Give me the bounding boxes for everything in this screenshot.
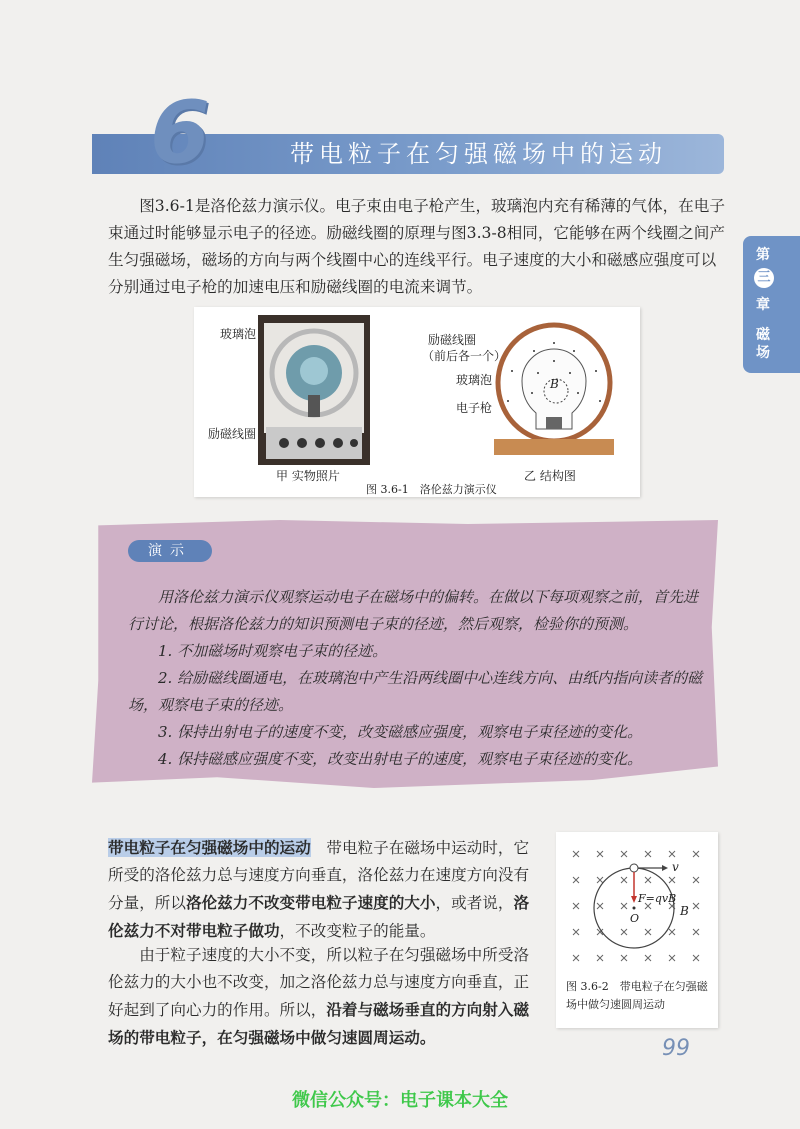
motion-paragraph-1 xyxy=(108,834,532,945)
field-x-mark xyxy=(645,929,651,935)
tab-chapter-number: 三 xyxy=(754,268,774,288)
section-number: 6 xyxy=(150,83,208,183)
motion-heading: 带电粒子在匀强磁场中的运动 xyxy=(108,838,311,857)
motion-p1-c: ，或者说， xyxy=(435,894,514,912)
motion-p2-a: 由于粒子速度的大小不变，所以粒子在匀强磁场中所受洛伦兹力的大小也不改变，加之洛伦兹力总与速度方向垂直，正好起到了向心力的作用。所以， xyxy=(108,946,530,1019)
subcaption-b: 乙 结构图 xyxy=(524,469,576,483)
figure-1-caption: 图 3.6-1 洛伦兹力演示仪 xyxy=(366,483,497,496)
field-x-mark xyxy=(573,877,579,883)
motion-paragraph-2 xyxy=(108,942,532,1052)
field-x-mark xyxy=(621,903,627,909)
tab-topic-2: 场 xyxy=(756,345,770,361)
field-x-mark xyxy=(669,851,675,857)
field-x-mark xyxy=(597,903,603,909)
label-bulb: 玻璃泡 xyxy=(220,327,257,341)
label-gun: 电子枪 xyxy=(456,401,493,415)
demo-item-1: 1. 不加磁场时观察电子束的径迹。 xyxy=(158,642,388,660)
field-x-mark xyxy=(621,851,627,857)
field-x-mark xyxy=(621,929,627,935)
field-x-mark xyxy=(621,877,627,883)
figure-3-6-1 xyxy=(194,307,640,497)
label-bulb-2: 玻璃泡 xyxy=(456,373,493,387)
field-x-mark xyxy=(621,955,627,961)
motion-p2-bold: 沿着与磁场垂直的方向射入磁场的带电粒子，在匀强磁场中做匀速圆周运动。 xyxy=(108,1000,530,1047)
field-x-mark xyxy=(645,955,651,961)
field-x-mark xyxy=(693,955,699,961)
demo-intro: 用洛伦兹力演示仪观察运动电子在磁场中的偏转。在做以下每项观察之前，首先进行讨论，根据洛伦兹力的知识预测电子束的径迹，然后观察，检验你的预测。 xyxy=(128,588,699,633)
label-O: O xyxy=(630,912,640,925)
tab-zhang: 章 xyxy=(756,297,770,313)
subcaption-a: 甲 实物照片 xyxy=(276,469,340,483)
demo-tag: 演示 xyxy=(128,540,212,562)
tab-topic-1: 磁 xyxy=(756,327,770,343)
page-number: 99 xyxy=(662,1036,690,1061)
motion-p1-bold-1: 洛伦兹力不改变带电粒子速度的大小 xyxy=(185,893,436,912)
field-x-mark xyxy=(669,929,675,935)
field-x-mark xyxy=(573,851,579,857)
label-coil-2: 励磁线圈 xyxy=(428,333,477,347)
field-x-mark xyxy=(645,851,651,857)
field-x-mark xyxy=(597,851,603,857)
section-title: 带电粒子在匀强磁场中的运动 xyxy=(290,140,667,168)
field-x-mark xyxy=(693,903,699,909)
chapter-side-tab xyxy=(743,236,800,373)
footer-watermark: 微信公众号：电子课本大全 xyxy=(292,1090,508,1111)
label-B-2: B xyxy=(680,904,689,918)
motion-p1-e: ，不改变粒子的能量。 xyxy=(279,922,436,940)
field-x-mark xyxy=(693,929,699,935)
field-x-mark xyxy=(669,877,675,883)
field-x-mark xyxy=(693,877,699,883)
field-x-mark xyxy=(597,877,603,883)
motion-p1-bold-2: 洛伦兹力不对带电粒子做功 xyxy=(108,893,530,940)
demo-item-3: 3. 保持出射电子的速度不变，改变磁感应强度，观察电子束径迹的变化。 xyxy=(158,723,643,741)
label-v: v xyxy=(672,860,679,874)
field-x-mark xyxy=(645,877,651,883)
figure-2-caption: 图 3.6-2 带电粒子在匀强磁场中做匀速圆周运动 xyxy=(566,980,708,1011)
label-F: F=qvB xyxy=(638,892,677,905)
motion-p1-a: 带电粒子在磁场中运动时，它所受的洛伦兹力总与速度方向垂直，洛伦兹力在速度方向没有分量，所以 xyxy=(108,839,530,912)
label-B: B xyxy=(550,377,559,391)
demo-item-2: 2. 给励磁线圈通电，在玻璃泡中产生沿两线圈中心连线方向、由纸内指向读者的磁场，观察电子束的径迹。 xyxy=(128,669,703,714)
label-coil-2b: （前后各一个） xyxy=(422,349,507,363)
field-x-mark xyxy=(573,929,579,935)
field-x-mark xyxy=(693,851,699,857)
intro-paragraph: 图3.6-1是洛伦兹力演示仪。电子束由电子枪产生，玻璃泡内充有稀薄的气体，在电子束通过时能够显示电子的径迹。励磁线圈的原理与图3.3-8相同，它能够在两个线圈之间产生匀强磁场，磁场的方向与两个线圈中心的连线平行。电子速度的大小和磁感应强度可以分别通过电子枪的加速电压和励磁线圈的电流来调节。 xyxy=(108,197,725,296)
field-x-mark xyxy=(573,903,579,909)
figure-3-6-2 xyxy=(556,832,718,1028)
apparatus-photo xyxy=(258,315,370,465)
tab-di: 第 xyxy=(756,247,770,263)
field-x-mark xyxy=(573,955,579,961)
demo-item-4: 4. 保持磁感应强度不变，改变出射电子的速度，观察电子束径迹的变化。 xyxy=(158,750,643,768)
field-x-mark xyxy=(597,955,603,961)
field-x-mark xyxy=(669,955,675,961)
label-coil: 励磁线圈 xyxy=(208,427,257,441)
